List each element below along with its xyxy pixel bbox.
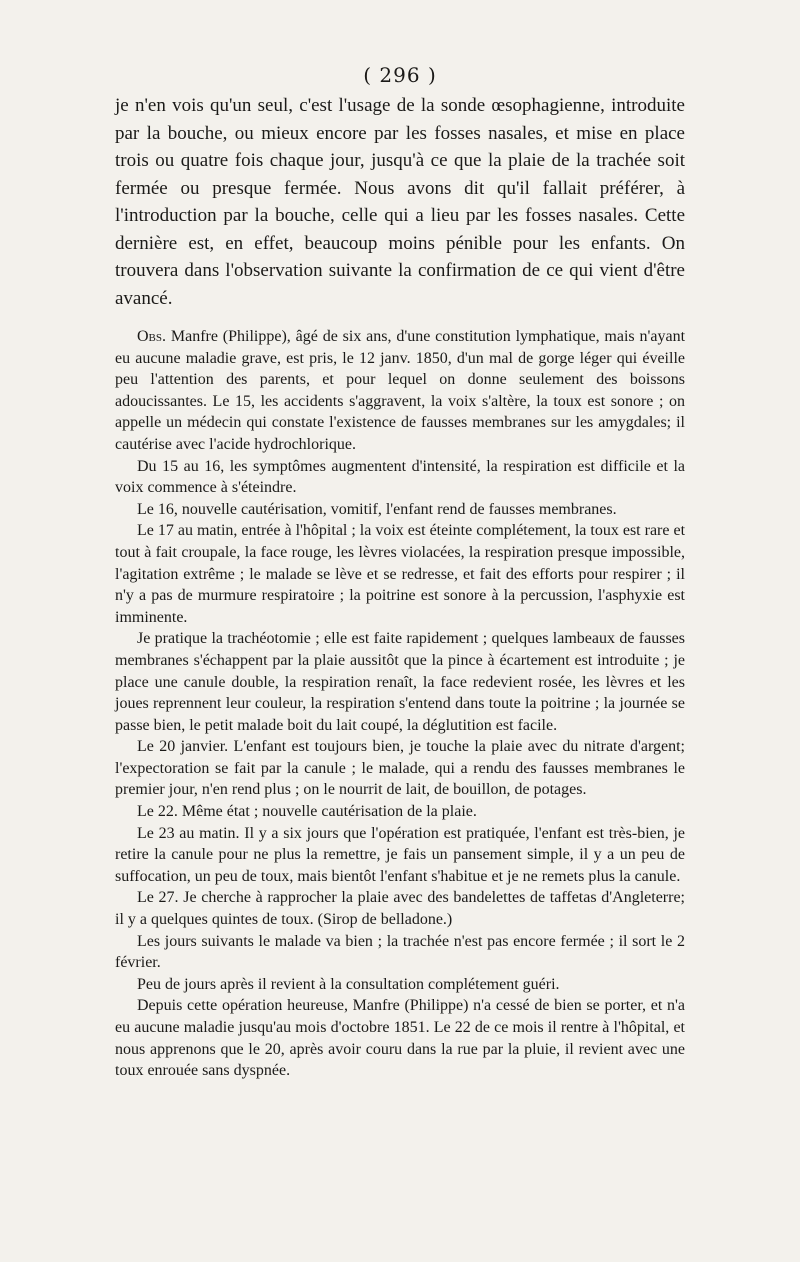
observation-paragraph: Je pratique la trachéotomie ; elle est faite rapidement ; quelques lambeaux de fausses membranes s'échappent par la plaie aussitôt que la pince à écartement est introduite ; je place une canule double, la respiration renaît, la face redevient rosée, les lèvres et les joues reprennent leur couleur, la respiration s'entend dans toute la poitrine ; la journée se passe bien, le petit malade boit du lait coupé, la déglutition est facile. — [115, 630, 685, 734]
observation-paragraph: Les jours suivants le malade va bien ; la trachée n'est pas encore fermée ; il sort le 2 février. — [115, 932, 685, 972]
observation-paragraph: Le 16, nouvelle cautérisation, vomitif, l'enfant rend de fausses membranes. — [137, 500, 617, 518]
observation-paragraph: Le 23 au matin. Il y a six jours que l'opération est pratiquée, l'enfant est très-bien, je retire la canule pour ne plus la remettre, je fais un pansement simple, il y a un peu de suffocation, un peu de toux, mais bientôt l'enfant s'habitue et je ne remets plus la canule. — [115, 824, 685, 885]
observation-paragraph: Depuis cette opération heureuse, Manfre (Philippe) n'a cessé de bien se porter, et n'a eu aucune maladie jusqu'au mois d'octobre 1851. Le 22 de ce mois il rentre à l'hôpital, et nous apprenons que le 20, après avoir couru dans la rue par la pluie, il revient avec une toux enrouée sans dyspnée. — [115, 997, 685, 1080]
intro-paragraph: je n'en vois qu'un seul, c'est l'usage de la sonde œsophagienne, introduite par la bouche, ou mieux encore par les fosses nasales, et mise en place trois ou quatre fois chaque jour, jusqu'à ce que la plaie de la trachée soit fermée ou presque fermée. Nous avons dit qu'il fallait préférer, à l'introduction par la bouche, celle qui a lieu par les fosses nasales. Cette dernière est, en effet, beaucoup moins pénible pour les enfants. On trouvera dans l'observation suivante la confirmation de ce qui vient d'être avancé. — [115, 95, 685, 309]
observation-paragraph — [115, 326, 685, 456]
observation-paragraph: Du 15 au 16, les symptômes augmentent d'intensité, la respiration est difficile et la voix commence à s'éteindre. — [115, 457, 685, 497]
observation-text: Manfre (Philippe), âgé de six ans, d'une constitution lymphatique, mais n'ayant eu aucune maladie grave, est pris, le 12 janv. 1850, d'un mal de gorge léger qui éveille peu l'attention des parents, et pour lequel on donne seulement des boissons adoucissantes. Le 15, les accidents s'aggravent, la voix s'altère, la toux est sonore ; on appelle un médecin qui constate l'existence de fausses membranes sur les amygdales; il cautérise avec l'acide hydrochlorique. — [115, 328, 686, 453]
observation-paragraph: Peu de jours après il revient à la consultation complétement guéri. — [137, 975, 560, 993]
observation-lead: Obs. — [137, 328, 167, 345]
observation-paragraph: Le 27. Je cherche à rapprocher la plaie avec des bandelettes de taffetas d'Angleterre; il y a quelques quintes de toux. (Sirop de belladone.) — [115, 889, 685, 929]
page-number: ( 296 ) — [363, 63, 437, 87]
observation-paragraph: Le 22. Même état ; nouvelle cautérisation de la plaie. — [137, 803, 477, 821]
book-page — [115, 62, 685, 1082]
observation-paragraph: Le 20 janvier. L'enfant est toujours bien, je touche la plaie avec du nitrate d'argent; l'expectoration se fait par la canule ; le malade, qui a rendu des fausses membranes le premier jour, n'en rend plus ; on le nourrit de lait, de bouillon, de potages. — [115, 738, 685, 799]
observation-paragraph: Le 17 au matin, entrée à l'hôpital ; la voix est éteinte complétement, la toux est rare et tout à fait croupale, la face rouge, les lèvres violacées, la respiration presque impossible, l'agitation extrême ; le malade se lève et se redresse, et fait des efforts pour respirer ; il n'y a pas de murmure respiratoire ; la poitrine est sonore à la percussion, l'asphyxie est imminente. — [115, 522, 686, 626]
